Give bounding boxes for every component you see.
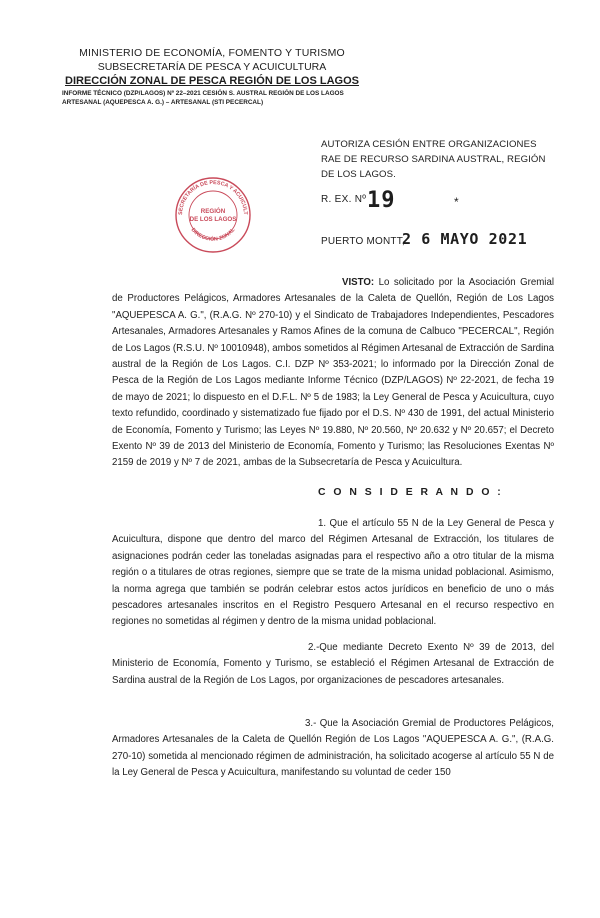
visto-label: VISTO: [342,277,375,288]
visto-paragraph [112,275,554,472]
stamp-outer-text: SECRETARÍA DE PESCA Y ACUICULT [177,179,249,216]
zonal-directorate-name: DIRECCIÓN ZONAL DE PESCA REGIÓN DE LOS LAGOS [65,75,359,87]
subsecretariat-name: SUBSECRETARÍA DE PESCA Y ACUICULTURA [97,61,327,73]
report-reference-line1: INFORME TÉCNICO (DZP/LAGOS) Nº 22–2021 CESIÓN S. AUSTRAL REGIÓN DE LOS LAGOS [62,90,344,97]
report-reference-line2: ARTESANAL (AQUEPESCA A. G.) – ARTESANAL (STI PECERCAL) [62,99,264,106]
considerando-heading: C O N S I D E R A N D O : [318,487,504,498]
stamp-center-line1: REGIÓN [200,208,226,215]
ministry-name: MINISTERIO DE ECONOMÍA, FOMENTO Y TURISMO [79,47,345,59]
resolution-date-stamp: 2 6 MAYO 2021 [402,230,528,248]
resolution-number-label: R. EX. Nº [321,194,367,205]
considerando-paragraph-1: 1. Que el artículo 55 N de la Ley General de Pesca y Acuicultura, dispone que dentro del marco del Régimen Artesanal de Extracción, los titulares de asignaciones podrán ceder las toneladas asignadas para el respectivo año a otro titular de la misma región o a titulares de otras regiones, siempre que se trate de la misma unidad poblacional. Asimismo, la norma agrega que también se podrán celebrar estos actos jurídicos en beneficio de uno o más pescadores artesanales inscritos en el Registro Pesquero Artesanal en el recurso respectivo en regiones no sometidas al régimen y dentro de la misma unidad poblacional. [112,518,554,628]
resolution-city: PUERTO MONTT, [321,236,405,247]
visto-text: Lo solicitado por la Asociación Gremial de Productores Pelágicos, Armadores Artesanales de la Caleta de Quellón, Región de Los Lagos "AQUEPESCA A. G.", (R.A.G. Nº 270-10) y el Sindicato de Trabajadores Independientes, Pescadores Artesanales, Armadores Artesanales y Ramos Afines de la comuna de Calbuco "PECERCAL", Región de Los Lagos (R.S.U. Nº 10010948), ambos sometidos al Régimen Artesanal de Extracción de Sardina austral de la Región de Los Lagos. C.I. DZP Nº 353-2021; lo informado por la Dirección Zonal de Pesca de la Región de Los Lagos mediante Informe Técnico (DZP/LAGOS) Nº 22-2021, de fecha 19 de mayo de 2021; lo dispuesto en el D.F.L. Nº 5 de 1983; la Ley General de Pesca y Acuicultura, cuyo texto refundido, coordinado y sistematizado fue fijado por el D.S. Nº 430 de 1991, del actual Ministerio de Economía, Fomento y Turismo; las Leyes Nº 19.880, Nº 20.560, Nº 20.632 y Nº 20.657; el Decreto Exento Nº 39 de 2013 del Ministerio de Economía, Fomento y Turismo; las Resoluciones Exentas Nº 2159 de 2019 y Nº 7 de 2021, ambas de la Subsecretaría de Pesca y Acuicultura. [112,277,554,469]
resolution-subject: AUTORIZA CESIÓN ENTRE ORGANIZACIONES RAE DE RECURSO SARDINA AUSTRAL, REGIÓN DE LOS LAGOS. [321,139,546,180]
official-seal-stamp [173,175,253,255]
considerando-paragraph-2: 2.-Que mediante Decreto Exento Nº 39 de 2013, del Ministerio de Economía, Fomento y Turismo, se estableció el Régimen Artesanal de Extracción de Sardina austral de la Región de Los Lagos, por organizaciones de pescadores artesanales. [112,642,554,686]
stamp-bottom-text: DIRECCIÓN ZONAL [189,227,237,243]
letterhead [62,46,362,107]
considerando-paragraph-3: 3.- Que la Asociación Gremial de Productores Pelágicos, Armadores Artesanales de la Caleta de Quellón Región de Los Lagos "AQUEPESCA A. G.", (R.A.G. 270-10) sometida al mencionado régimen de administración, ha solicitado acogerse al artículo 55 N de la Ley General de Pesca y Acuicultura, manifestando su voluntad de ceder 150 [112,718,554,779]
resolution-number: 19 [367,188,396,213]
stamp-center-line2: DE LOS LAGOS [189,216,237,223]
resolution-mark: * [454,195,459,209]
